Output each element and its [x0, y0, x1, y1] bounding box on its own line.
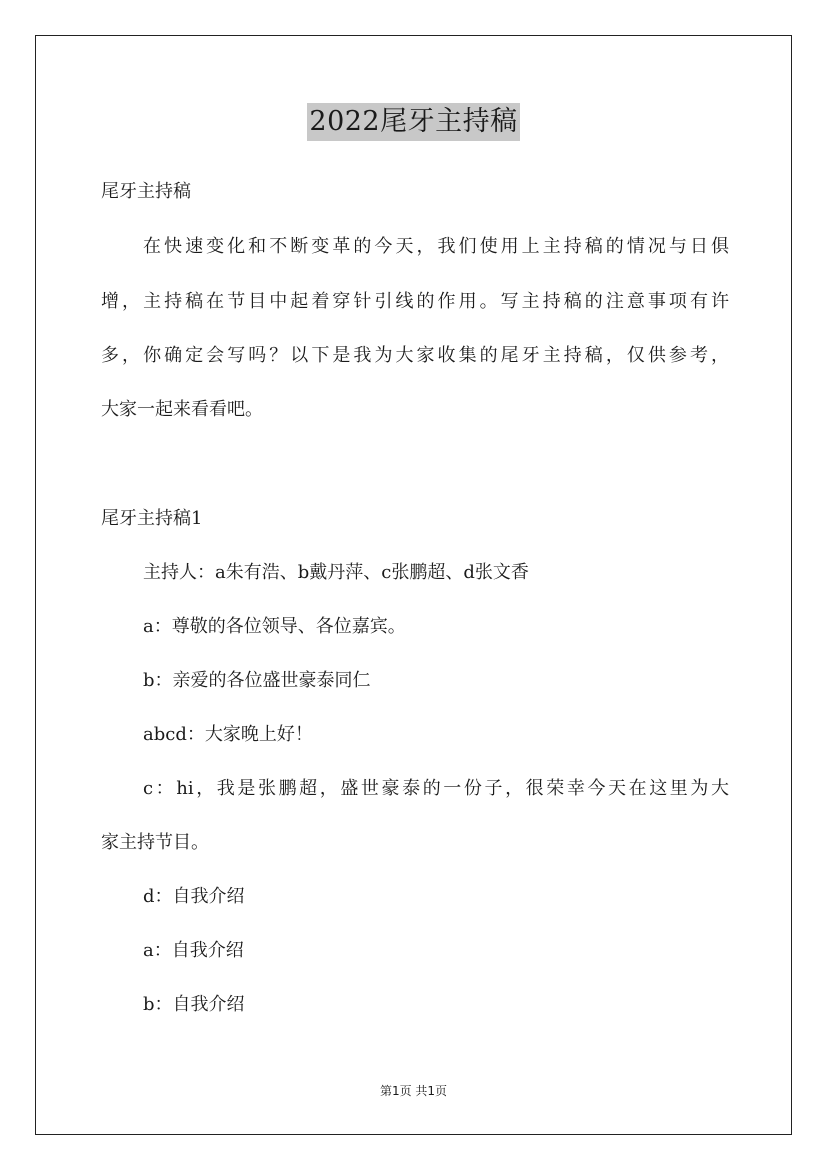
dialogue-a2: a：自我介绍: [143, 940, 244, 961]
dialogue-c1-line-1-text: c：hi，我是张鹏超，盛世豪泰的一份子，很荣幸今天在这里为大: [143, 778, 729, 799]
dialogue-c1-line-2: 家主持节目。: [101, 832, 209, 853]
intro-line-2: 增，主持稿在节目中起着穿针引线的作用。写主持稿的注意事项有许: [101, 291, 729, 312]
document-title: 2022尾牙主持稿: [307, 103, 519, 141]
page-footer: 第1页 共1页: [379, 1084, 448, 1098]
section-heading: 尾牙主持稿1: [101, 508, 203, 529]
dialogue-b1: b：亲爱的各位盛世豪泰同仁: [143, 670, 371, 691]
intro-line-1: [101, 235, 729, 259]
intro-line-1-text: 在快速变化和不断变革的今天，我们使用上主持稿的情况与日俱: [143, 236, 729, 257]
dialogue-c1-line-1: [101, 777, 729, 801]
dialogue-b2: b：自我介绍: [143, 994, 245, 1015]
dialogue-abcd: abcd：大家晚上好！: [143, 724, 313, 745]
dialogue-d1: d：自我介绍: [143, 886, 245, 907]
host-line: 主持人：a朱有浩、b戴丹萍、c张鹏超、d张文香: [143, 562, 529, 583]
dialogue-a1: a：尊敬的各位领导、各位嘉宾。: [143, 616, 406, 637]
intro-line-3: 多，你确定会写吗？以下是我为大家收集的尾牙主持稿，仅供参考，: [101, 345, 729, 366]
subtitle: 尾牙主持稿: [101, 181, 191, 202]
title-container: [0, 103, 827, 141]
intro-line-4: 大家一起来看看吧。: [101, 399, 263, 420]
